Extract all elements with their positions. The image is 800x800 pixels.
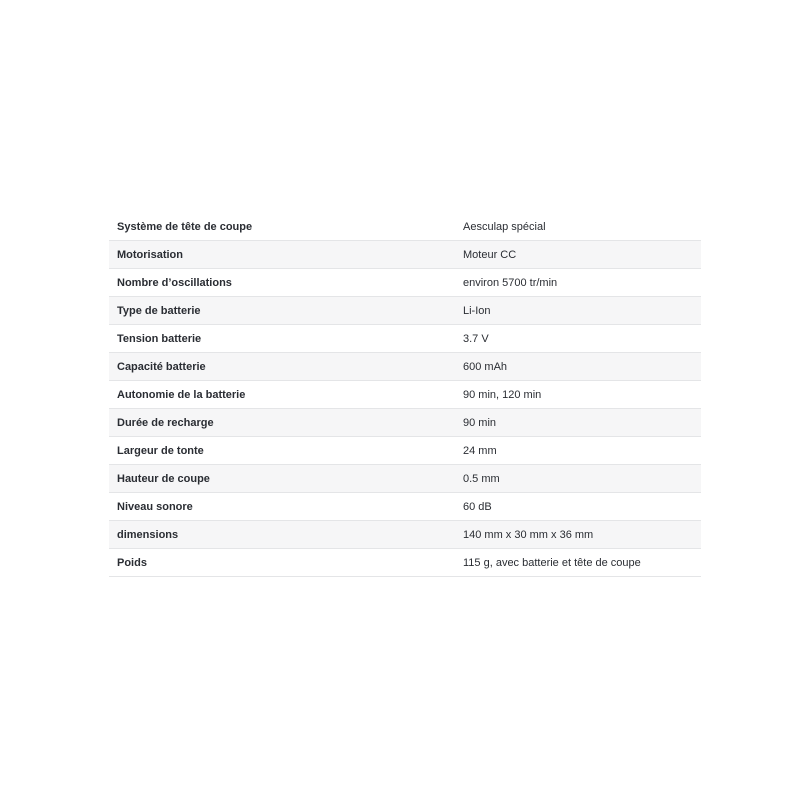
spec-label: Tension batterie	[117, 332, 202, 345]
spec-label: Durée de recharge	[117, 416, 214, 429]
spec-label: Capacité batterie	[117, 360, 206, 373]
spec-label: Système de tête de coupe	[117, 220, 253, 233]
spec-value: 115 g, avec batterie et tête de coupe	[463, 556, 641, 569]
spec-value: Moteur CC	[463, 248, 517, 261]
table-row	[109, 437, 701, 465]
spec-label: Poids	[117, 556, 147, 569]
spec-value: 90 min, 120 min	[463, 388, 542, 401]
spec-value: environ 5700 tr/min	[463, 276, 558, 289]
spec-value: 90 min	[463, 416, 497, 429]
spec-value: Aesculap spécial	[463, 220, 546, 233]
spec-label: dimensions	[117, 528, 179, 541]
specifications-table	[109, 213, 701, 577]
table-row	[109, 325, 701, 353]
spec-value: 24 mm	[463, 444, 497, 457]
spec-label: Motorisation	[117, 248, 183, 261]
table-row	[109, 409, 701, 437]
spec-label: Hauteur de coupe	[117, 472, 210, 485]
spec-value: Li-Ion	[463, 304, 491, 317]
table-row	[109, 465, 701, 493]
table-row	[109, 297, 701, 325]
spec-label: Nombre d’oscillations	[117, 276, 232, 289]
table-row	[109, 549, 701, 577]
spec-value: 3.7 V	[463, 332, 489, 345]
table-row	[109, 381, 701, 409]
table-row	[109, 493, 701, 521]
table-row	[109, 213, 701, 241]
table-row	[109, 353, 701, 381]
spec-value: 0.5 mm	[463, 472, 500, 485]
table-row	[109, 521, 701, 549]
spec-label: Niveau sonore	[117, 500, 193, 513]
spec-label: Autonomie de la batterie	[117, 388, 246, 401]
spec-value: 140 mm x 30 mm x 36 mm	[463, 528, 594, 541]
spec-value: 60 dB	[463, 500, 492, 513]
spec-label: Largeur de tonte	[117, 444, 204, 457]
table-row	[109, 269, 701, 297]
spec-label: Type de batterie	[117, 304, 201, 317]
spec-value: 600 mAh	[463, 360, 508, 373]
table-row	[109, 241, 701, 269]
